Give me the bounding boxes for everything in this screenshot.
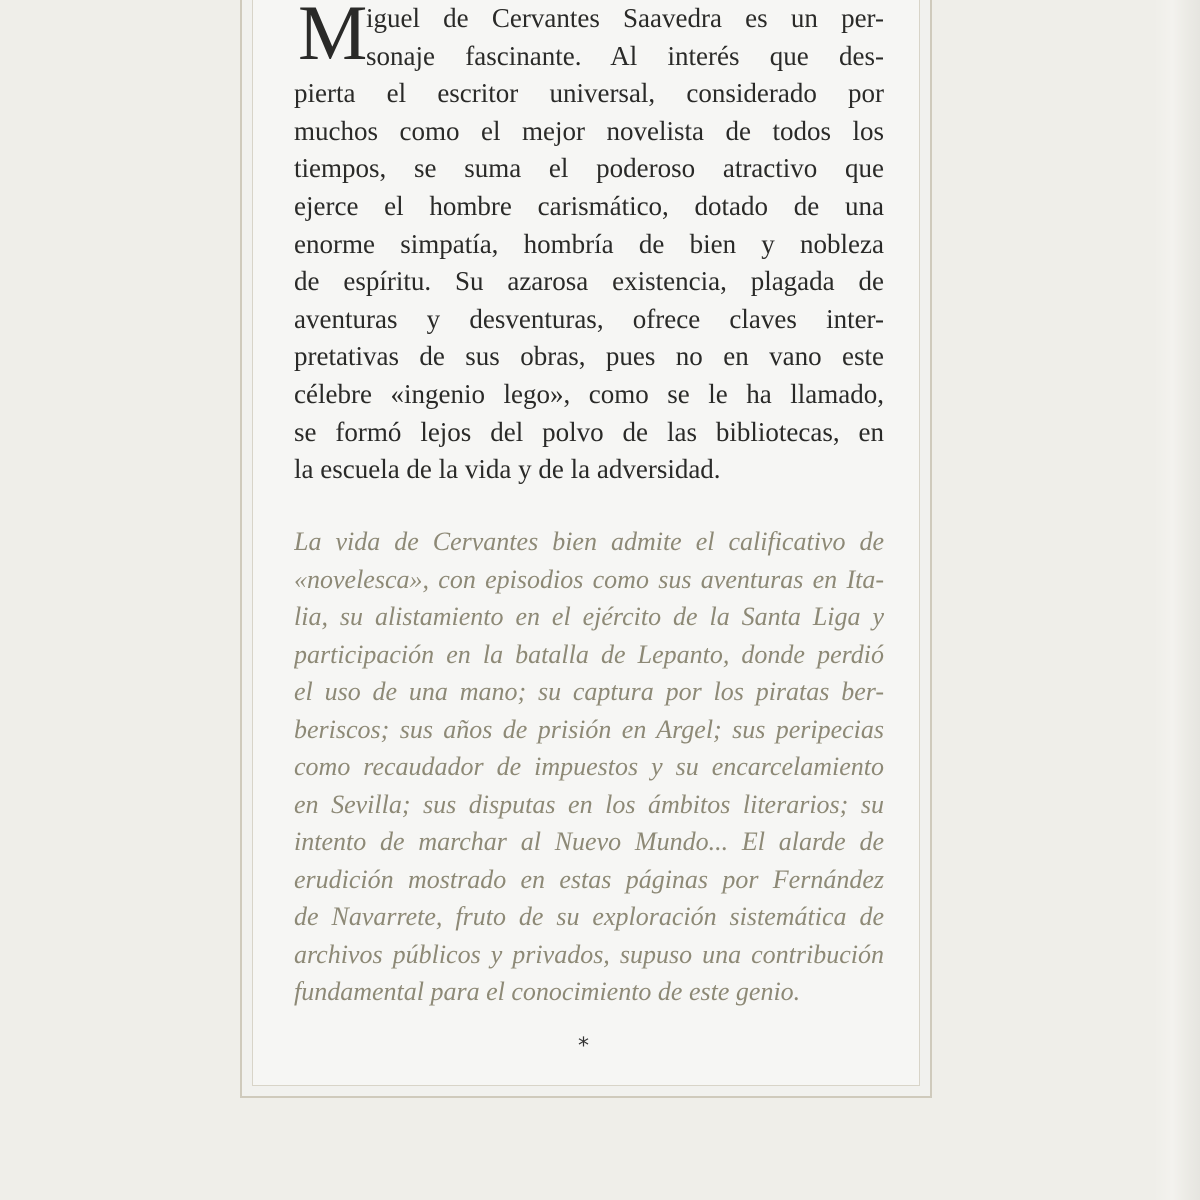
second-paragraph-line: intento de marchar al Nuevo Mundo... El alarde de xyxy=(294,827,884,856)
second-paragraph-line: el uso de una mano; su captura por los piratas ber- xyxy=(294,677,884,706)
first-paragraph-line: pierta el escritor universal, considerado por xyxy=(294,78,884,109)
first-paragraph-line: aventuras y desventuras, ofrece claves inter- xyxy=(294,303,884,334)
second-paragraph-line: lia, su alistamiento en el ejército de la Santa Liga y xyxy=(294,602,884,631)
second-paragraph-line: La vida de Cervantes bien admite el calificativo de xyxy=(294,527,884,556)
second-paragraph-line: de Navarrete, fruto de su exploración sistemática de xyxy=(294,902,884,931)
second-paragraph-line: en Sevilla; sus disputas en los ámbitos literarios; su xyxy=(294,789,884,819)
asterisk-ornament: * xyxy=(578,1034,589,1059)
second-paragraph-line: «novelesca», con episodios como sus aventuras en Ita- xyxy=(294,564,884,594)
first-paragraph-line: muchos como el mejor novelista de todos los xyxy=(294,115,884,146)
second-paragraph-line: beriscos; sus años de prisión en Argel; sus peripecias xyxy=(294,714,884,744)
first-paragraph-line: célebre «ingenio lego», como se le ha llamado, xyxy=(294,378,884,409)
first-paragraph-line: sonaje fascinante. Al interés que des- xyxy=(366,40,884,71)
second-paragraph-line: erudición mostrado en estas páginas por Fernández xyxy=(294,864,884,894)
second-paragraph xyxy=(294,523,884,1011)
first-paragraph-line: ejerce el hombre carismático, dotado de una xyxy=(294,190,884,221)
drop-cap: M xyxy=(298,0,368,76)
first-paragraph-line: de espíritu. Su azarosa existencia, plagada de xyxy=(294,266,884,297)
first-paragraph-line: iguel de Cervantes Saavedra es un per- xyxy=(366,3,884,33)
first-paragraph-line: se formó lejos del polvo de las bibliotecas, en xyxy=(294,416,884,447)
first-paragraph xyxy=(294,0,884,489)
first-paragraph-line: enorme simpatía, hombría de bien y nobleza xyxy=(294,228,884,259)
second-paragraph-line: participación en la batalla de Lepanto, donde perdió xyxy=(294,639,884,669)
second-paragraph-line: archivos públicos y privados, supuso una contribución xyxy=(294,939,884,969)
second-paragraph-line: fundamental para el conocimiento de este genio. xyxy=(294,977,801,1006)
first-paragraph-line: pretativas de sus obras, pues no en vano este xyxy=(294,341,884,372)
page-edge xyxy=(1154,0,1200,1200)
first-paragraph-line: la escuela de la vida y de la adversidad. xyxy=(294,454,721,485)
second-paragraph-line: como recaudador de impuestos y su encarcelamiento xyxy=(294,752,884,781)
first-paragraph-line: tiempos, se suma el poderoso atractivo que xyxy=(294,153,884,184)
